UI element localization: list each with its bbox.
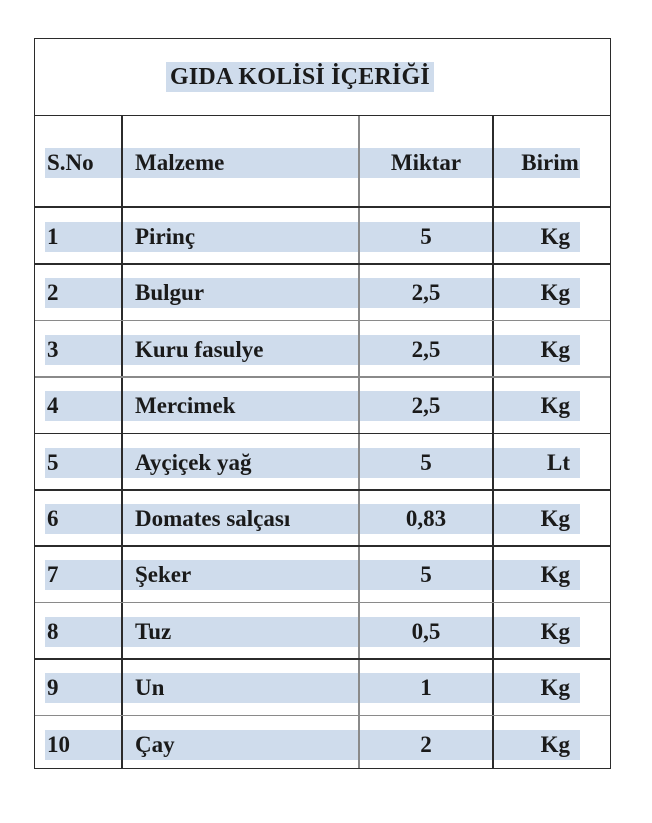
column-divider (358, 116, 360, 768)
cell-qty: 2,5 (411, 336, 441, 362)
cell-sno: 9 (47, 675, 59, 701)
column-header-qty: Miktar (390, 150, 462, 175)
cell-sno: 2 (47, 280, 59, 306)
cell-unit: Kg (540, 224, 570, 249)
cell-item: Un (135, 675, 165, 701)
cell-unit: Kg (540, 731, 570, 757)
cell-qty: 2,5 (411, 280, 441, 306)
cell-item: Ayçiçek yağ (135, 449, 252, 475)
column-divider (492, 116, 494, 768)
row-divider (35, 433, 610, 435)
cell-item: Kuru fasulye (135, 336, 264, 362)
cell-item: Bulgur (135, 280, 205, 306)
column-divider (121, 116, 123, 768)
cell-qty: 5 (420, 224, 432, 249)
row-divider (35, 263, 610, 265)
cell-item: Pirinç (135, 224, 196, 249)
cell-unit: Kg (540, 618, 570, 644)
cell-item: Tuz (135, 618, 172, 644)
cell-unit: Kg (540, 336, 570, 362)
cell-qty: 2,5 (411, 393, 441, 419)
cell-sno: 10 (47, 731, 70, 757)
column-header-item: Malzeme (135, 150, 225, 175)
title-row (35, 39, 610, 116)
cell-unit: Kg (540, 506, 570, 531)
row-divider (35, 715, 610, 717)
cell-unit: Kg (540, 280, 570, 306)
cell-sno: 6 (47, 506, 59, 531)
cell-unit: Kg (540, 675, 570, 701)
cell-sno: 8 (47, 618, 59, 644)
row-divider (35, 489, 610, 491)
header-divider (35, 206, 610, 208)
cell-qty: 2 (420, 731, 432, 757)
cell-qty: 5 (420, 449, 432, 475)
cell-unit: Lt (547, 449, 570, 475)
table-title: GIDA KOLİSİ İÇERİĞİ (166, 62, 434, 92)
cell-item: Şeker (135, 562, 192, 588)
cell-sno: 7 (47, 562, 59, 588)
cell-unit: Kg (540, 393, 570, 419)
column-header-sno: S.No (47, 150, 94, 175)
cell-unit: Kg (540, 562, 570, 588)
cell-sno: 5 (47, 449, 59, 475)
cell-sno: 1 (47, 224, 59, 249)
cell-sno: 4 (47, 393, 59, 419)
row-divider (35, 545, 610, 547)
row-divider (35, 602, 610, 604)
row-divider (35, 376, 610, 378)
row-divider (35, 320, 610, 322)
food-package-table (34, 38, 611, 769)
row-divider (35, 658, 610, 660)
cell-item: Çay (135, 731, 175, 757)
cell-qty: 1 (420, 675, 432, 701)
column-header-unit: Birim (521, 150, 579, 175)
cell-item: Domates salçası (135, 506, 291, 531)
cell-qty: 0,5 (411, 618, 441, 644)
cell-qty: 5 (420, 562, 432, 588)
cell-sno: 3 (47, 336, 59, 362)
cell-qty: 0,83 (405, 506, 447, 531)
cell-item: Mercimek (135, 393, 236, 419)
